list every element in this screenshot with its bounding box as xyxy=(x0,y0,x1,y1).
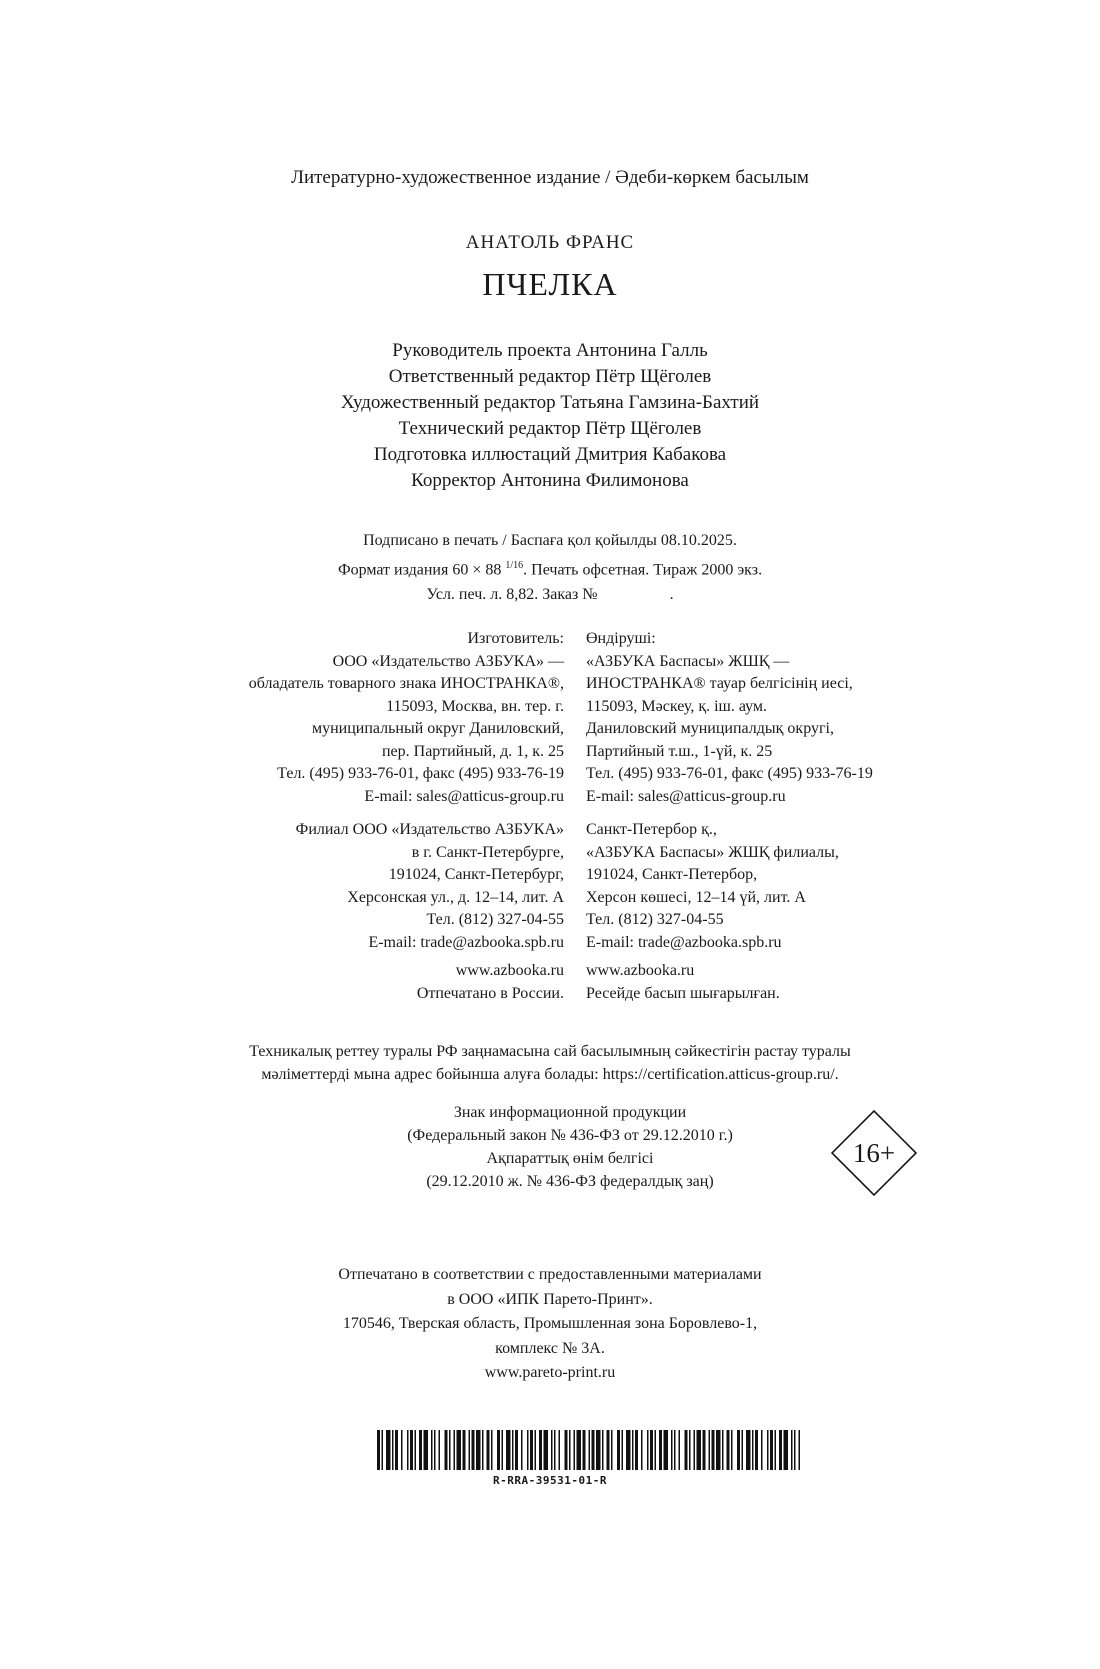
barcode-bar xyxy=(602,1430,604,1470)
publisher-ru-line: муниципальный округ Даниловский, xyxy=(311,720,564,737)
branch-ru xyxy=(296,819,564,954)
barcode-bar xyxy=(617,1430,620,1470)
barcode-bar xyxy=(544,1430,549,1470)
publisher-ru-line: Изготовитель: xyxy=(467,630,564,647)
barcode-number: R-RRA-39531-01-R xyxy=(493,1474,607,1487)
barcode-bar xyxy=(647,1430,649,1470)
barcode xyxy=(377,1430,804,1470)
barcode-bar xyxy=(377,1430,380,1470)
barcode-bar xyxy=(622,1430,624,1470)
barcode-bar xyxy=(469,1430,471,1470)
publisher-ru-line: пер. Партийный, д. 1, к. 25 xyxy=(381,742,564,760)
publisher-kz-line: Даниловский муниципалдық округі, xyxy=(586,720,834,737)
info-sign-line: (Федеральный закон № 436-ФЗ от 29.12.2010 г.) xyxy=(407,1127,733,1144)
barcode-bar xyxy=(794,1430,796,1470)
barcode-bar xyxy=(439,1430,441,1470)
credit-line: Художественный редактор Татьяна Гамзина-Бахтий xyxy=(340,392,760,413)
barcode-bar xyxy=(664,1430,669,1470)
barcode-bar xyxy=(784,1430,789,1470)
barcode-bar xyxy=(415,1430,417,1470)
barcode-bar xyxy=(799,1430,801,1470)
publisher-kz-line: «АЗБУКА Баспасы» ЖШҚ — xyxy=(586,652,790,670)
publisher-ru-line: 115093, Москва, вн. тер. г. xyxy=(386,697,564,715)
barcode-bar xyxy=(457,1430,462,1470)
credit-line: Ответственный редактор Пётр Щёголев xyxy=(388,366,712,387)
edition-type: Литературно-художественное издание / Әдеби-көркем басылым xyxy=(291,167,809,188)
barcode-bar xyxy=(530,1430,533,1470)
barcode-bar xyxy=(431,1430,433,1470)
publisher-kz-line: Тел. (495) 933-76-01, факс (495) 933-76-19 xyxy=(586,765,873,782)
barcode-bar xyxy=(527,1430,529,1470)
printer-info xyxy=(0,1263,1100,1386)
barcode-bar xyxy=(445,1430,448,1470)
barcode-bar xyxy=(583,1430,586,1470)
website-ru-line: www.azbooka.ru xyxy=(455,962,564,979)
barcode-bar xyxy=(559,1430,561,1470)
publisher-kz-line: Партийный т.ш., 1-үй, к. 25 xyxy=(586,742,773,760)
barcode-bar xyxy=(535,1430,537,1470)
barcode-icon xyxy=(377,1430,804,1470)
barcode-bar xyxy=(476,1430,481,1470)
website-ru-line: Отпечатано в России. xyxy=(416,984,564,1002)
barcode-bar xyxy=(589,1430,591,1470)
barcode-bar xyxy=(703,1430,706,1470)
barcode-bar xyxy=(463,1430,466,1470)
barcode-bar xyxy=(539,1430,542,1470)
publisher-kz-line: ИНОСТРАНКА® тауар белгісінің иесі, xyxy=(586,675,853,692)
barcode-bar xyxy=(592,1430,595,1470)
branch-kz-line: Тел. (812) 327-04-55 xyxy=(586,911,724,928)
barcode-bar xyxy=(716,1430,721,1470)
certification-line: Техникалық реттеу туралы РФ заңнамасына сай басылымның сәйкестігін растау туралы xyxy=(249,1043,851,1060)
author-name: АНАТОЛЬ ФРАНС xyxy=(465,232,635,253)
credit-line: Подготовка иллюстаций Дмитрия Кабакова xyxy=(373,444,727,465)
barcode-bar xyxy=(655,1430,657,1470)
barcode-bar xyxy=(671,1430,673,1470)
printer-line: Отпечатано в соответствии с предоставленными материалами xyxy=(338,1266,762,1283)
barcode-bar xyxy=(401,1430,403,1470)
branch-kz-line: 191024, Санкт-Петербор, xyxy=(586,866,758,883)
barcode-bar xyxy=(635,1430,638,1470)
barcode-bar xyxy=(506,1430,511,1470)
barcode-bar xyxy=(574,1430,576,1470)
barcode-bar xyxy=(737,1430,740,1470)
publisher-ru-line: обладатель товарного знака ИНОСТРАНКА®, xyxy=(248,675,564,692)
barcode-bar xyxy=(626,1430,631,1470)
barcode-bar xyxy=(752,1430,754,1470)
barcode-bar xyxy=(596,1430,601,1470)
barcode-bar xyxy=(697,1430,702,1470)
info-sign-line: Ақпараттық өнім белгісі xyxy=(486,1150,654,1167)
barcode-bar xyxy=(755,1430,758,1470)
barcode-bar xyxy=(611,1430,613,1470)
book-title: ПЧЕЛКА xyxy=(482,266,618,302)
barcode-bar xyxy=(419,1430,422,1470)
branch-ru-line: 191024, Санкт-Петербург, xyxy=(388,866,564,883)
sheets-suffix: . xyxy=(669,586,674,604)
barcode-bar xyxy=(386,1430,391,1470)
barcode-bar xyxy=(727,1430,730,1470)
credits-list xyxy=(0,338,1100,494)
info-sign-text xyxy=(330,1101,810,1193)
credit-line: Корректор Антонина Филимонова xyxy=(411,470,689,491)
barcode-bar xyxy=(775,1430,777,1470)
barcode-bar xyxy=(689,1430,691,1470)
info-sign-line: (29.12.2010 ж. № 436-ФЗ федералдық заң) xyxy=(426,1173,714,1190)
barcode-bar xyxy=(434,1430,436,1470)
barcode-bar xyxy=(659,1430,662,1470)
branch-kz-line: Херсон көшесі, 12–14 үй, лит. А xyxy=(586,888,806,906)
barcode-bar xyxy=(694,1430,696,1470)
barcode-bar xyxy=(424,1430,429,1470)
barcode-bar xyxy=(521,1430,523,1470)
barcode-bar xyxy=(395,1430,398,1470)
publisher-kz-line: Өндіруші: xyxy=(586,630,656,647)
publisher-ru-line: ООО «Издательство АЗБУКА» — xyxy=(332,652,564,670)
publisher-kz-line: E-mail: sales@atticus-group.ru xyxy=(586,787,786,805)
publisher-kz xyxy=(586,628,873,808)
publisher-ru-line: E-mail: sales@atticus-group.ru xyxy=(364,787,564,805)
publisher-kz-line: 115093, Мәскеу, қ. іш. аум. xyxy=(586,697,768,715)
certification-line: мәліметтерді мына адрес бойынша алуға болады: https://certification.atticus-group.ru/. xyxy=(261,1066,839,1083)
barcode-bar xyxy=(482,1430,484,1470)
sheets-line xyxy=(0,582,1100,607)
barcode-bar xyxy=(742,1430,744,1470)
barcode-bar xyxy=(746,1430,751,1470)
barcode-bar xyxy=(641,1430,643,1470)
branch-ru-line: Филиал ООО «Издательство АЗБУКА» xyxy=(295,821,564,838)
barcode-bar xyxy=(491,1430,493,1470)
printer-line: комплекс № 3А. xyxy=(495,1339,605,1357)
print-info xyxy=(0,528,1100,607)
website-ru xyxy=(417,960,564,1005)
branch-ru-line: E-mail: trade@azbooka.spb.ru xyxy=(368,933,564,951)
barcode-bar xyxy=(512,1430,514,1470)
barcode-bar xyxy=(712,1430,715,1470)
barcode-bar xyxy=(407,1430,409,1470)
barcode-bar xyxy=(685,1430,688,1470)
barcode-bar xyxy=(770,1430,773,1470)
barcode-bar xyxy=(497,1430,500,1470)
barcode-bar xyxy=(767,1430,769,1470)
age-rating-text: 16+ xyxy=(852,1138,896,1168)
printer-line: в ООО «ИПК Парето-Принт». xyxy=(447,1290,653,1308)
barcode-bar xyxy=(679,1430,681,1470)
format-fraction: 1/16 xyxy=(505,560,524,571)
barcode-bar xyxy=(761,1430,763,1470)
barcode-bar xyxy=(731,1430,733,1470)
credit-line: Руководитель проекта Антонина Галль xyxy=(392,340,708,361)
barcode-bar xyxy=(487,1430,490,1470)
publisher-ru xyxy=(249,628,564,808)
format-line xyxy=(0,553,1100,582)
barcode-bar xyxy=(551,1430,553,1470)
website-kz-line: Ресейде басып шығарылған. xyxy=(586,984,780,1002)
branch-ru-line: в г. Санкт-Петербурге, xyxy=(411,843,564,861)
format-prefix: Формат издания 60 × 88 xyxy=(337,561,506,579)
certification-note xyxy=(0,1040,1100,1086)
publisher-ru-line: Тел. (495) 933-76-01, факс (495) 933-76-19 xyxy=(277,765,564,782)
barcode-bar xyxy=(382,1430,384,1470)
printer-line: www.pareto-print.ru xyxy=(484,1364,616,1381)
barcode-bar xyxy=(515,1430,518,1470)
info-sign-line: Знак информационной продукции xyxy=(453,1104,687,1121)
barcode-bar xyxy=(410,1430,413,1470)
barcode-bar xyxy=(577,1430,582,1470)
signed-line: Подписано в печать / Баспаға қол қойылды 08.10.2025. xyxy=(363,532,737,549)
barcode-bar xyxy=(472,1430,475,1470)
website-kz-line: www.azbooka.ru xyxy=(586,962,695,979)
branch-kz-line: Санкт-Петербор қ., xyxy=(586,821,717,838)
sheets-prefix: Усл. печ. л. 8,82. Заказ № xyxy=(426,586,598,604)
credit-line: Технический редактор Пётр Щёголев xyxy=(398,418,702,439)
website-kz xyxy=(586,960,780,1005)
barcode-bar xyxy=(674,1430,676,1470)
branch-kz xyxy=(586,819,839,954)
barcode-bar xyxy=(709,1430,711,1470)
barcode-bar xyxy=(650,1430,653,1470)
barcode-bar xyxy=(779,1430,782,1470)
format-suffix: . Печать офсетная. Тираж 2000 экз. xyxy=(523,561,763,579)
branch-ru-line: Херсонская ул., д. 12–14, лит. А xyxy=(347,888,564,906)
branch-ru-line: Тел. (812) 327-04-55 xyxy=(426,911,564,928)
printer-line: 170546, Тверская область, Промышленная зона Боровлево-1, xyxy=(342,1315,758,1332)
barcode-bar xyxy=(449,1430,451,1470)
barcode-bar xyxy=(607,1430,610,1470)
barcode-bar xyxy=(722,1430,724,1470)
barcode-bar xyxy=(392,1430,394,1470)
barcode-bar xyxy=(632,1430,634,1470)
branch-kz-line: «АЗБУКА Баспасы» ЖШҚ филиалы, xyxy=(586,843,839,861)
branch-kz-line: E-mail: trade@azbooka.spb.ru xyxy=(586,933,782,951)
age-rating-badge xyxy=(830,1109,918,1197)
barcode-bar xyxy=(569,1430,571,1470)
barcode-bar xyxy=(791,1430,793,1470)
barcode-bar xyxy=(554,1430,556,1470)
barcode-bar xyxy=(502,1430,504,1470)
barcode-bar xyxy=(454,1430,456,1470)
barcode-bar xyxy=(565,1430,568,1470)
